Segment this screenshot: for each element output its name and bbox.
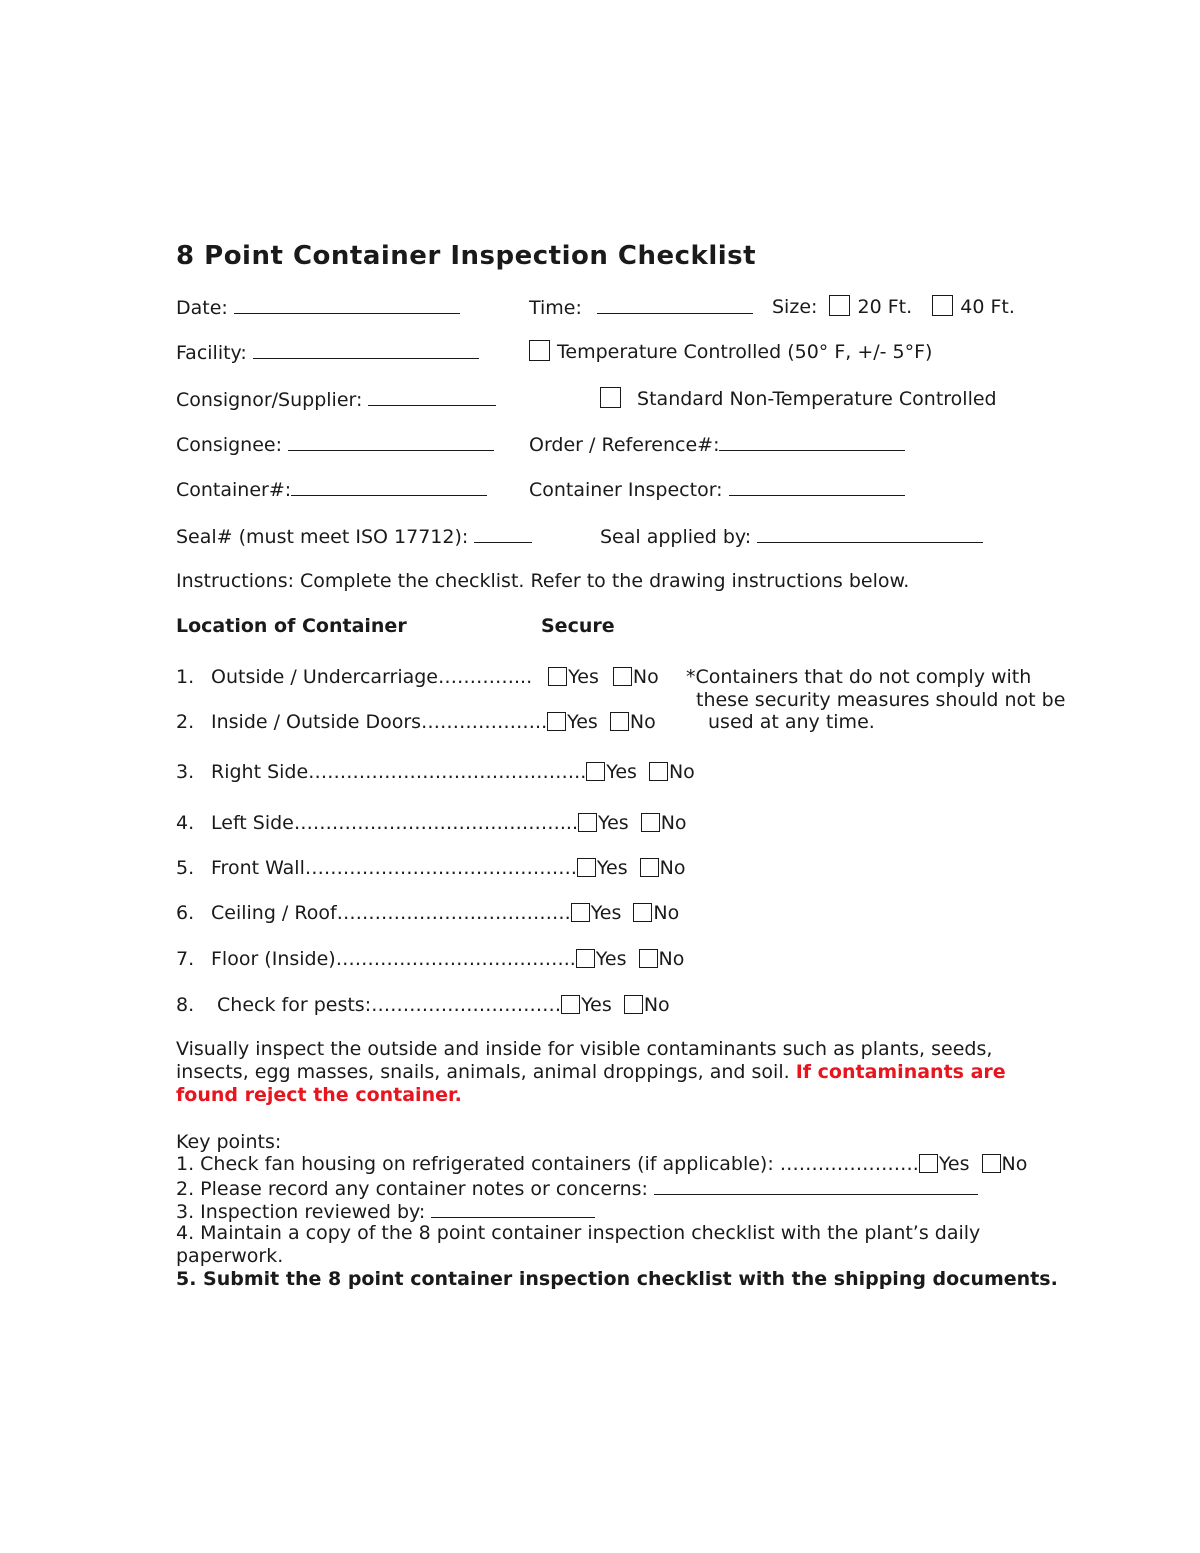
key-point-1 <box>176 1152 1027 1176</box>
item-7-no-checkbox[interactable] <box>639 949 658 968</box>
size-field <box>772 295 1015 319</box>
no-label: No <box>658 948 685 970</box>
item-number: 8. <box>176 994 195 1016</box>
item-5-no-checkbox[interactable] <box>640 858 659 877</box>
yes-label: Yes <box>596 857 628 879</box>
size-40-checkbox[interactable] <box>932 295 953 316</box>
item-8-no-checkbox[interactable] <box>624 995 643 1014</box>
item-number: 4. <box>176 812 195 834</box>
no-label: No <box>653 902 680 924</box>
consignee-input-line[interactable] <box>288 432 494 451</box>
item-text: Right Side…………………………………….. <box>211 761 587 783</box>
secure-column-header: Secure <box>541 615 615 637</box>
checklist-item-7 <box>176 947 684 971</box>
item-text: Front Wall……………………………………. <box>211 857 577 879</box>
time-field <box>529 295 753 320</box>
inspector-input-line[interactable] <box>729 477 905 496</box>
key-point-3 <box>176 1199 595 1224</box>
inspector-label: Container Inspector: <box>529 479 723 501</box>
checklist-item-3 <box>176 760 695 784</box>
consignor-input-line[interactable] <box>368 387 496 406</box>
time-input-line[interactable] <box>597 295 753 314</box>
no-label: No <box>1001 1153 1028 1175</box>
order-input-line[interactable] <box>719 432 905 451</box>
key-point-1-text: 1. Check fan housing on refrigerated containers (if applicable): …………………. <box>176 1153 919 1175</box>
consignee-label: Consignee: <box>176 434 282 456</box>
yes-label: Yes <box>938 1153 970 1175</box>
checklist-item-2 <box>176 710 656 734</box>
seal-field <box>176 524 532 549</box>
container-num-field <box>176 477 487 502</box>
key-point-4: 4. Maintain a copy of the 8 point container inspection checklist with the plant’s daily paperwork. <box>176 1222 981 1267</box>
key-points-heading: Key points: <box>176 1131 282 1153</box>
location-column-header: Location of Container <box>176 615 407 637</box>
size-20-checkbox[interactable] <box>829 295 850 316</box>
facility-input-line[interactable] <box>253 340 479 359</box>
seal-applied-field <box>600 524 983 549</box>
item-2-no-checkbox[interactable] <box>610 712 629 731</box>
container-num-input-line[interactable] <box>291 477 487 496</box>
no-label: No <box>629 711 656 733</box>
side-note-line-1: *Containers that do not comply with <box>686 666 1032 688</box>
size-20-label: 20 Ft. <box>857 296 913 318</box>
date-input-line[interactable] <box>234 295 460 314</box>
checklist-item-5 <box>176 856 685 880</box>
no-label: No <box>659 857 686 879</box>
item-4-no-checkbox[interactable] <box>641 813 660 832</box>
visual-inspect-text: Visually inspect the outside and inside for visible contaminants such as plants, seeds, insects, egg masses, snails, animals, animal droppings, and soil. <box>176 1038 993 1083</box>
facility-label: Facility: <box>176 342 247 364</box>
side-note-line-2: these security measures should not be <box>696 689 1066 711</box>
fan-housing-no-checkbox[interactable] <box>982 1154 1001 1173</box>
no-label: No <box>660 812 687 834</box>
item-1-yes-checkbox[interactable] <box>548 667 567 686</box>
size-40-label: 40 Ft. <box>960 296 1015 318</box>
seal-label: Seal# (must meet ISO 17712): <box>176 526 469 548</box>
side-note-line-3: used at any time. <box>708 711 875 733</box>
item-5-yes-checkbox[interactable] <box>577 858 596 877</box>
item-number: 5. <box>176 857 195 879</box>
item-text: Left Side……………………………………... <box>211 812 578 834</box>
seal-applied-label: Seal applied by: <box>600 526 752 548</box>
order-label: Order / Reference#: <box>529 434 720 456</box>
checklist-item-8 <box>176 993 670 1017</box>
consignor-field <box>176 387 496 412</box>
item-7-yes-checkbox[interactable] <box>576 949 595 968</box>
item-number: 1. <box>176 666 195 688</box>
date-label: Date: <box>176 297 228 319</box>
item-number: 3. <box>176 761 195 783</box>
temp-controlled-label: Temperature Controlled (50° F, +/- 5°F) <box>557 341 933 363</box>
yes-label: Yes <box>590 902 622 924</box>
facility-field <box>176 340 479 365</box>
yes-label: Yes <box>567 711 598 733</box>
no-label: No <box>668 761 695 783</box>
standard-non-temp-label: Standard Non-Temperature Controlled <box>637 388 997 410</box>
inspector-field <box>529 477 905 502</box>
temp-controlled-option <box>529 340 932 364</box>
yes-label: Yes <box>598 812 629 834</box>
no-label: No <box>643 994 670 1016</box>
temp-controlled-checkbox[interactable] <box>529 340 550 361</box>
item-text: Floor (Inside)……………………………….. <box>211 948 576 970</box>
fan-housing-yes-checkbox[interactable] <box>919 1154 938 1173</box>
key-point-5: 5. Submit the 8 point container inspection checklist with the shipping documents. <box>176 1268 1058 1290</box>
item-6-no-checkbox[interactable] <box>633 903 652 922</box>
item-text: Outside / Undercarriage…………... <box>211 666 533 688</box>
item-text: Check for pests:………………………… <box>211 994 562 1016</box>
standard-non-temp-option <box>600 387 997 411</box>
order-field <box>529 432 905 457</box>
key-point-3-text: 3. Inspection reviewed by: <box>176 1201 426 1223</box>
item-1-no-checkbox[interactable] <box>613 667 632 686</box>
item-text: Ceiling / Roof………………………………. <box>211 902 571 924</box>
page-title: 8 Point Container Inspection Checklist <box>176 241 757 271</box>
item-text: Inside / Outside Doors……………….. <box>211 711 548 733</box>
date-field <box>176 295 460 320</box>
yes-label: Yes <box>595 948 627 970</box>
yes-label: Yes <box>568 666 599 688</box>
item-4-yes-checkbox[interactable] <box>578 813 597 832</box>
standard-non-temp-checkbox[interactable] <box>600 387 621 408</box>
item-3-yes-checkbox[interactable] <box>586 762 605 781</box>
reject-warning: If contaminants are found reject the container. <box>176 1061 1006 1106</box>
item-number: 7. <box>176 948 195 970</box>
item-6-yes-checkbox[interactable] <box>571 903 590 922</box>
time-label: Time: <box>529 297 582 319</box>
no-label: No <box>632 666 659 688</box>
checklist-item-4 <box>176 811 687 835</box>
item-number: 2. <box>176 711 195 733</box>
notes-input-line[interactable] <box>654 1176 978 1195</box>
yes-label: Yes <box>606 761 637 783</box>
visual-inspect-paragraph <box>176 1038 1056 1107</box>
consignor-label: Consignor/Supplier: <box>176 389 363 411</box>
size-label: Size: <box>772 296 818 318</box>
key-point-2 <box>176 1176 978 1201</box>
instructions-text: Instructions: Complete the checklist. Refer to the drawing instructions below. <box>176 570 910 592</box>
item-3-no-checkbox[interactable] <box>649 762 668 781</box>
item-2-yes-checkbox[interactable] <box>547 712 566 731</box>
reviewed-by-input-line[interactable] <box>431 1199 595 1218</box>
item-8-yes-checkbox[interactable] <box>561 995 580 1014</box>
consignee-field <box>176 432 494 457</box>
seal-input-line[interactable] <box>474 524 532 543</box>
checklist-item-1 <box>176 665 659 689</box>
yes-label: Yes <box>581 994 612 1016</box>
container-num-label: Container#: <box>176 479 292 501</box>
seal-applied-input-line[interactable] <box>757 524 983 543</box>
item-number: 6. <box>176 902 195 924</box>
checklist-item-6 <box>176 901 679 925</box>
key-point-2-text: 2. Please record any container notes or concerns: <box>176 1178 648 1200</box>
